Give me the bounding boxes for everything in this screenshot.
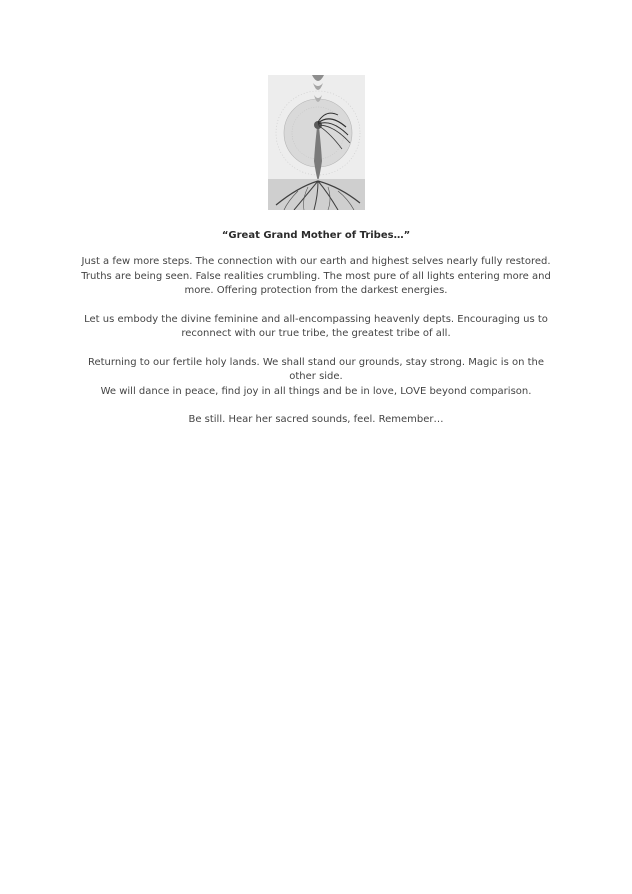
paragraph-line: Truths are being seen. False realities crumbling. The most pure of all lights entering more and: [81, 270, 551, 282]
paragraph-line: more. Offering protection from the darkest energies.: [184, 285, 448, 296]
paragraph-line: reconnect with our true tribe, the greatest tribe of all.: [181, 328, 451, 339]
paragraph-4: [70, 413, 562, 428]
paragraph-line: Let us embody the divine feminine and all-encompassing heavenly depts. Encouraging us to: [84, 313, 548, 325]
paragraph-line: Just a few more steps. The connection with our earth and highest selves nearly fully restored.: [81, 256, 551, 267]
paragraph-line: other side.: [289, 371, 343, 382]
main-content: [70, 229, 562, 442]
artwork-illustration: [268, 75, 365, 210]
paragraph-line: We will dance in peace, find joy in all things and be in love, LOVE beyond comparison.: [100, 385, 532, 397]
paragraph-line: Be still. Hear her sacred sounds, feel. Remember…: [188, 414, 444, 425]
paragraph-line: Returning to our fertile holy lands. We shall stand our grounds, stay strong. Magic is on the: [87, 356, 545, 368]
paragraph-2: [70, 313, 562, 342]
paragraph-1: [70, 255, 562, 299]
poem-title: “Great Grand Mother of Tribes…”: [221, 230, 411, 241]
artwork-image: [268, 75, 365, 210]
paragraph-3: [70, 356, 562, 400]
